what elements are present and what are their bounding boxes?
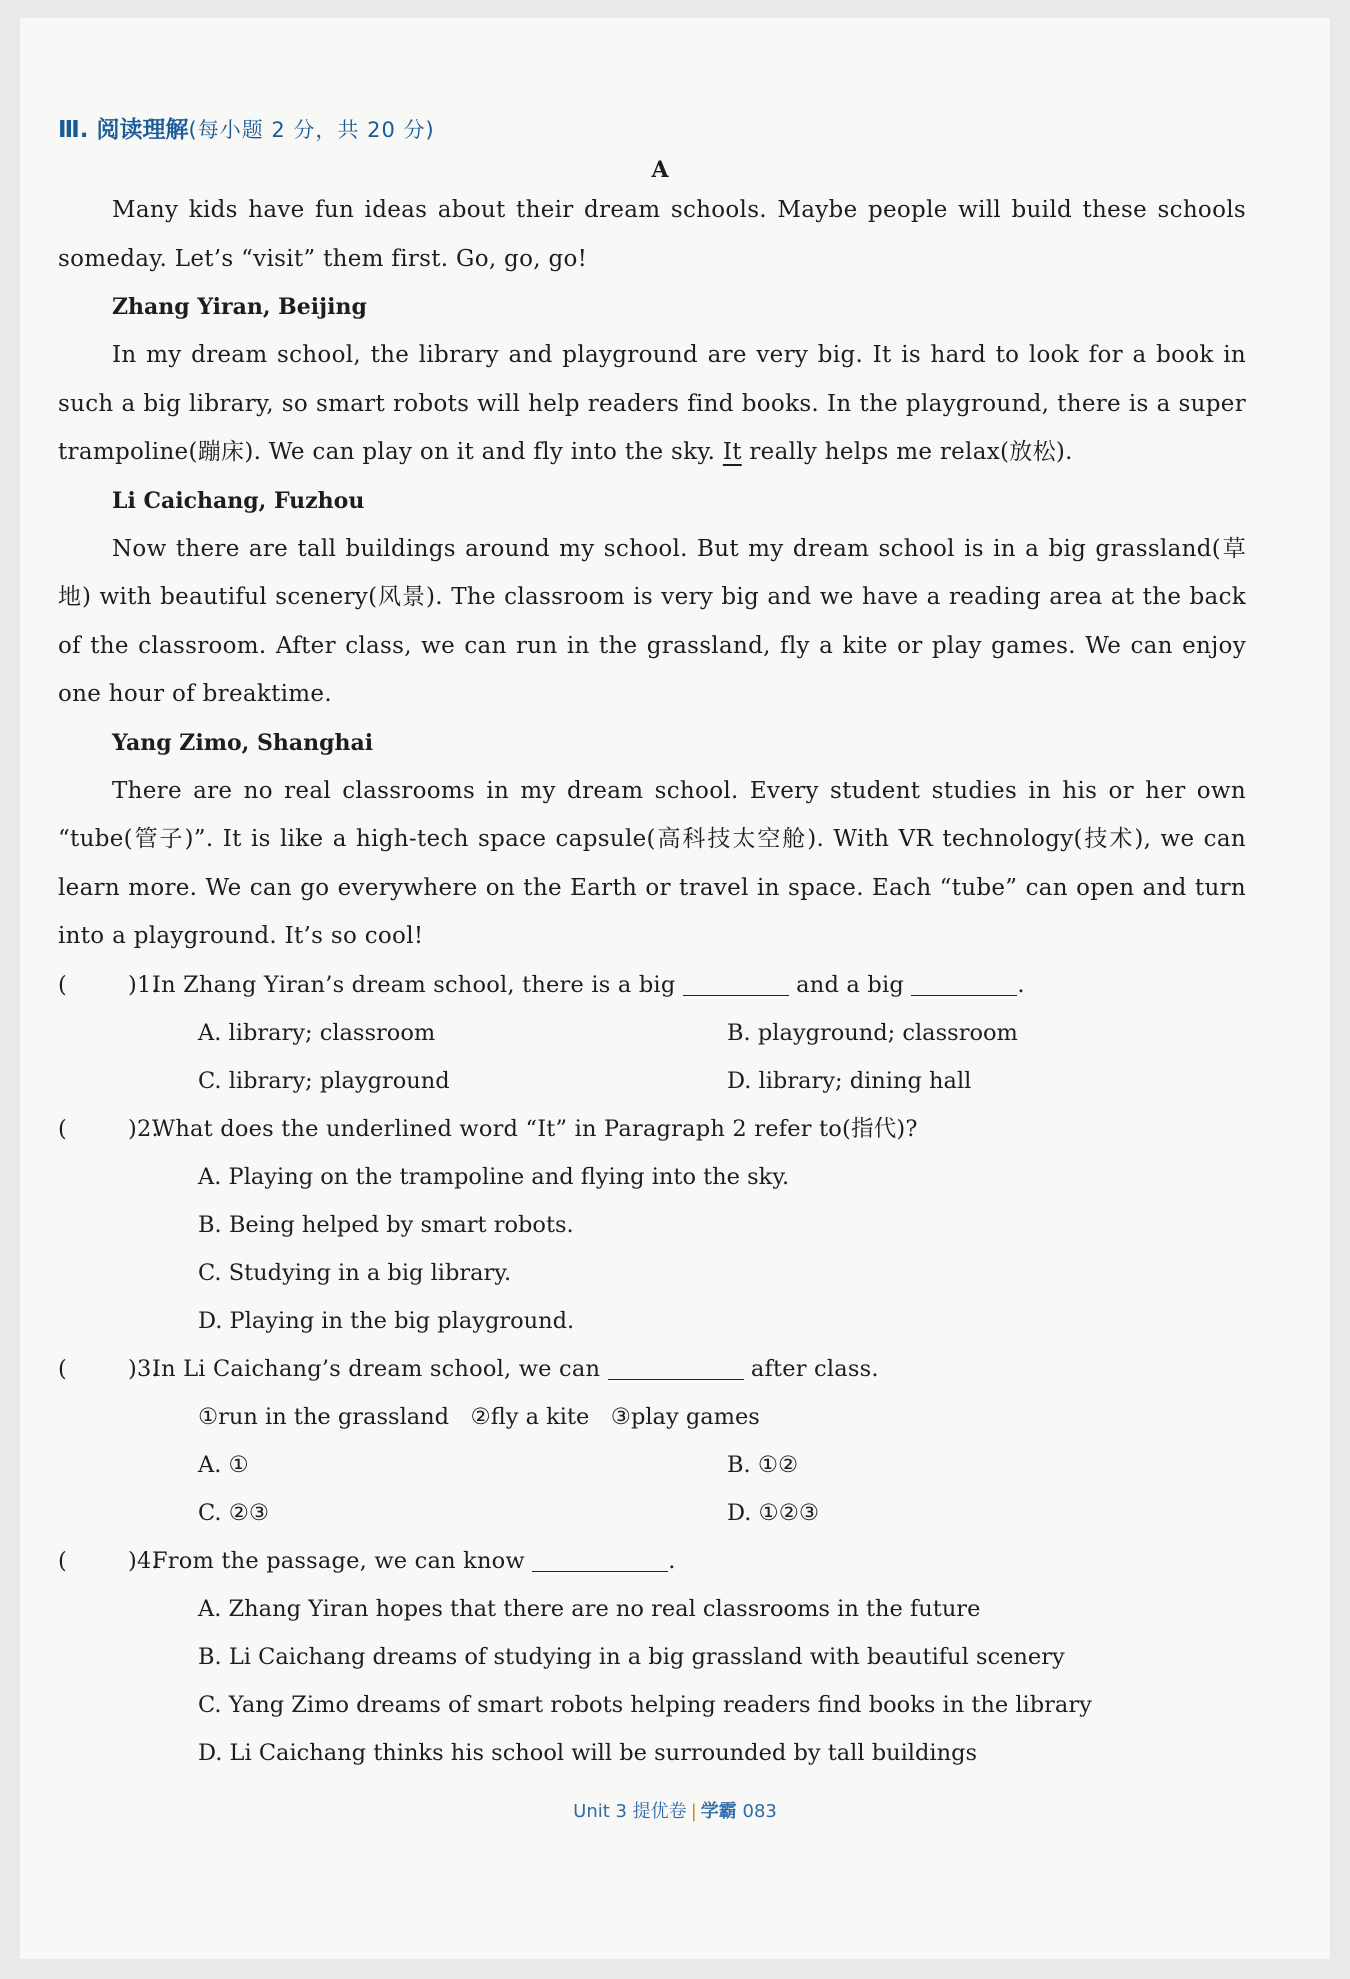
kid-paragraph: There are no real classrooms in my dream school. Every student studies in his or her own “tube(管子)”. It is like a high-tech space capsule(高科技太空舱). With VR technology(技术), we can learn more. We can go everywhere on the Earth or travel in space. Each “tube” can open and turn into a playground. It’s so cool! <box>58 777 1246 949</box>
question-text-part: and a big <box>788 971 912 998</box>
question-number: )1. <box>128 971 159 998</box>
reading-section <box>58 110 1258 1777</box>
answer-paren[interactable]: ( <box>58 1355 67 1382</box>
kid-name: Yang Zimo, Shanghai <box>112 729 374 756</box>
question-number: )4. <box>128 1547 159 1574</box>
question-number: )2. <box>128 1115 159 1142</box>
option-b[interactable]: B. playground; classroom <box>727 1019 1018 1046</box>
option-row <box>58 1057 1258 1105</box>
option-row <box>58 1441 1258 1489</box>
answer-blank[interactable] <box>683 965 789 996</box>
footer-separator: | <box>690 1801 697 1822</box>
section-score: (每小题 2 分，共 20 分) <box>188 118 435 142</box>
option-d[interactable]: D. ①②③ <box>727 1499 820 1526</box>
question-text-part: In Li Caichang’s dream school, we can <box>152 1355 608 1382</box>
option-c[interactable]: C. Yang Zimo dreams of smart robots helping readers find books in the library <box>198 1691 1092 1718</box>
option-c[interactable]: C. Studying in a big library. <box>198 1259 512 1286</box>
question-text <box>152 961 1025 1009</box>
option-row <box>58 1489 1258 1537</box>
section-title-text: Ⅲ. 阅读理解 <box>58 117 189 143</box>
option-c[interactable]: C. ②③ <box>198 1499 270 1526</box>
question-4 <box>58 1537 1258 1585</box>
kid-paragraph <box>58 331 1246 477</box>
question-1 <box>58 961 1258 1009</box>
answer-paren[interactable]: ( <box>58 1547 67 1574</box>
option-c[interactable]: C. library; playground <box>198 1067 450 1094</box>
option-b[interactable]: B. Being helped by smart robots. <box>198 1211 574 1238</box>
question-text <box>152 1537 676 1585</box>
question-text-part: From the passage, we can know <box>152 1547 533 1574</box>
answer-blank[interactable] <box>532 1541 668 1572</box>
question-text-part: after class. <box>743 1355 879 1382</box>
option-b[interactable]: B. Li Caichang dreams of studying in a big grassland with beautiful scenery <box>198 1643 1065 1670</box>
question-text-part: In Zhang Yiran’s dream school, there is a big <box>152 971 683 998</box>
question-number: )3. <box>128 1355 159 1382</box>
kid-name: Li Caichang, Fuzhou <box>112 487 365 514</box>
option-b[interactable]: B. ①② <box>727 1451 799 1478</box>
option-row <box>58 1009 1258 1057</box>
page-number: 083 <box>742 1801 777 1822</box>
kid-name: Zhang Yiran, Beijing <box>112 294 367 320</box>
answer-blank[interactable] <box>608 1349 744 1380</box>
option-d[interactable]: D. library; dining hall <box>727 1067 972 1094</box>
answer-paren[interactable]: ( <box>58 1115 67 1142</box>
intro-paragraph: Many kids have fun ideas about their dream schools. Maybe people will build these schools someday. Let’s “visit” them first. Go, go, go! <box>58 197 1246 272</box>
question-text-part: . <box>1017 971 1025 998</box>
question-text-part: . <box>668 1547 676 1574</box>
answer-blank[interactable] <box>911 965 1017 996</box>
page-footer <box>0 1797 1350 1823</box>
option-a[interactable]: A. library; classroom <box>198 1019 436 1046</box>
question-3 <box>58 1345 1258 1393</box>
question-text: What does the underlined word “It” in Paragraph 2 refer to(指代)? <box>152 1115 918 1142</box>
paragraph-text: In my dream school, the library and playground are very big. It is hard to look for a book in such a big library, so smart robots will help readers find books. In the playground, there is a super trampoline(蹦床). We can play on it and fly into the sky. <box>58 342 1246 465</box>
option-a[interactable]: A. Playing on the trampoline and flying into the sky. <box>198 1163 790 1190</box>
option-d[interactable]: D. Li Caichang thinks his school will be surrounded by tall buildings <box>198 1739 978 1766</box>
choice-list: ①run in the grassland ②fly a kite ③play games <box>198 1403 760 1430</box>
part-heading: A <box>651 157 669 183</box>
footer-unit: Unit 3 提优卷 <box>573 1801 687 1822</box>
question-text <box>152 1345 879 1393</box>
underlined-word: It <box>722 439 742 465</box>
section-title <box>58 110 1258 150</box>
footer-brand: 学霸 <box>700 1801 737 1822</box>
answer-paren[interactable]: ( <box>58 971 67 998</box>
question-2 <box>58 1105 1258 1153</box>
option-d[interactable]: D. Playing in the big playground. <box>198 1307 575 1334</box>
kid-paragraph: Now there are tall buildings around my school. But my dream school is in a big grassland(草地) with beautiful scenery(风景). The classroom is very big and we have a reading area at the back of the classroom. After class, we can run in the grassland, fly a kite or play games. We can enjoy one hour of breaktime. <box>58 535 1246 707</box>
paragraph-text: really helps me relax(放松). <box>741 439 1073 465</box>
option-a[interactable]: A. ① <box>198 1451 249 1478</box>
option-a[interactable]: A. Zhang Yiran hopes that there are no real classrooms in the future <box>198 1595 981 1622</box>
